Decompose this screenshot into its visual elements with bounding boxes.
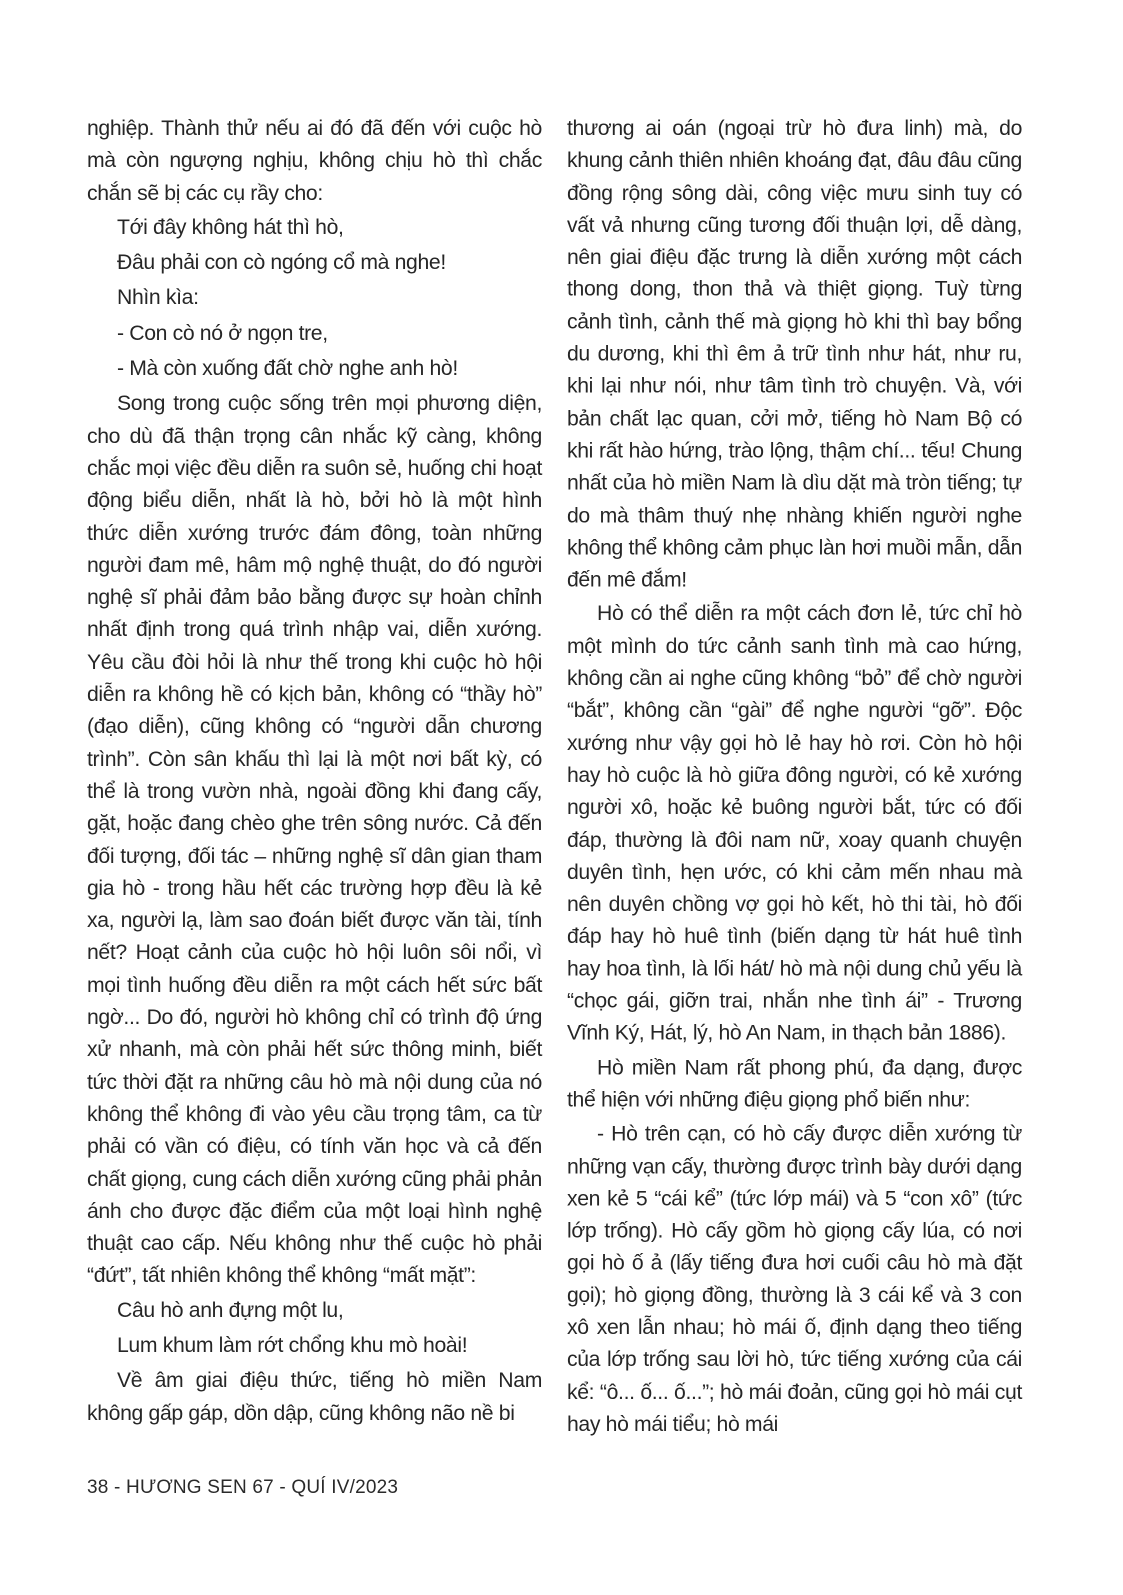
paragraph: Về âm giai điệu thức, tiếng hò miền Nam không gấp gáp, dồn dập, cũng không não nề bi xyxy=(87,1369,542,1425)
paragraph: thương ai oán (ngoại trừ hò đưa linh) mà, do khung cảnh thiên nhiên khoáng đạt, đâu đâu cũng đồng rộng sông dài, công việc mưu sinh tuy có vất vả nhưng cũng tương đối thuận lợi, dễ dàng, nên giai điệu đặc trưng là diễn xướng một cách thong dong, thon thả và thiệt giọng. Tuỳ từng cảnh tình, cảnh thế mà giọng hò khi thì bay bổng du dương, khi thì êm ả trữ tình như hát, như ru, khi lại như nói, như tâm tình trò chuyện. Và, với bản chất lạc quan, cởi mở, tiếng hò Nam Bộ có khi rất hào hứng, trào lộng, thậm chí... tếu! Chung nhất của hò miền Nam là dìu dặt mà tròn tiếng; tự do mà thâm thuý nhẹ nhàng khiến người nghe không thể không cảm phục làn hơi muồi mẫn, dẫn đến mê đắm! xyxy=(567,116,1022,592)
paragraph: - Hò trên cạn, có hò cấy được diễn xướng từ những vạn cấy, thường được trình bày dưới dạng xen kẻ 5 “cái kể” (tức lớp mái) và 5 “con xô” (tức lớp trống). Hò cấy gồm hò giọng cấy lúa, có nơi gọi hò ố ả (lấy tiếng đưa hơi cuối câu hò mà đặt gọi); hò giọng đồng, thường là 3 cái kể và 3 con xô xen lẫn nhau; hò mái ố, định dạng theo tiếng của lớp trống sau lời hò, tức tiếng xướng của cái kể: “ô... ố... ố...”; hò mái đoản, cũng gọi hò mái cụt hay hò mái tiểu; hò mái xyxy=(567,1122,1022,1436)
verse-line: - Mà còn xuống đất chờ nghe anh hò! xyxy=(117,357,458,381)
verse-line: Nhìn kìa: xyxy=(117,286,199,310)
page-footer: 38 - HƯƠNG SEN 67 - QUÍ IV/2023 xyxy=(87,1477,399,1498)
verse-line: Lum khum làm rớt chổng khu mò hoài! xyxy=(117,1333,468,1357)
paragraph: Song trong cuộc sống trên mọi phương diện, cho dù đã thận trọng cân nhắc kỹ càng, không chắc mọi việc đều diễn ra suôn sẻ, huống chi hoạt động biểu diễn, nhất là hò, bởi hò là một hình thức diễn xướng trước đám đông, toàn những người đam mê, hâm mộ nghệ thuật, do đó người nghệ sĩ phải đảm bảo bằng được sự hoàn chỉnh nhất định trong quá trình nhập vai, diễn xướng. Yêu cầu đòi hỏi là như thế trong khi cuộc hò hội diễn ra không hề có kịch bản, không có “thầy hò” (đạo diễn), cũng không có “người dẫn chương trình”. Còn sân khấu thì lại là một nơi bất kỳ, có thể là trong vườn nhà, ngoài đồng khi đang cấy, gặt, hoặc đang chèo ghe trên sông nước. Cả đến đối tượng, đối tác – những nghệ sĩ dân gian tham gia hò - trong hầu hết các trường hợp đều là kẻ xa, người lạ, làm sao đoán biết được văn tài, tính nết? Hoạt cảnh của cuộc hò hội luôn sôi nổi, vì mọi tình huống đều diễn ra một cách hết sức bất ngờ... Do đó, người hò không chỉ có trình độ ứng xử nhanh, mà còn phải hết sức thông minh, biết tức thời đặt ra những câu hò mà nội dung của nó không thể không đi vào yêu cầu trọng tâm, ca từ phải có vần có điệu, có tính văn học và cả đến chất giọng, cung cách diễn xướng cũng phải phản ánh cho được đặc điểm của một loại hình nghệ thuật cao cấp. Nếu không như thế cuộc hò phải “đứt”, tất nhiên không thể không “mất mặt”: xyxy=(87,392,542,1288)
verse-block xyxy=(87,212,542,385)
verse-line: Tới đây không hát thì hò, xyxy=(117,215,344,239)
paragraph: nghiệp. Thành thử nếu ai đó đã đến với cuộc hò mà còn ngượng nghịu, không chịu hò thì chắc chắn sẽ bị các cụ rầy cho: xyxy=(87,117,542,205)
verse-line: - Con cò nó ở ngọn tre, xyxy=(117,321,328,345)
verse-line: Đâu phải con cò ngóng cổ mà nghe! xyxy=(117,251,446,275)
right-column xyxy=(567,113,1022,1443)
verse-block xyxy=(87,1295,542,1363)
paragraph: Hò miền Nam rất phong phú, đa dạng, được thể hiện với những điệu giọng phổ biến như: xyxy=(567,1056,1022,1112)
left-column xyxy=(87,113,542,1432)
paragraph: Hò có thể diễn ra một cách đơn lẻ, tức chỉ hò một mình do tức cảnh sanh tình mà cao hứng, không cần ai nghe cũng không “bỏ” để chờ người “bắt”, không cần “gài” để nghe người “gỡ”. Độc xướng như vậy gọi hò lẻ hay hò rơi. Còn hò hội hay hò cuộc là hò giữa đông người, có kẻ xướng người xô, hoặc kẻ buông người bắt, tức có đối đáp, thường là đôi nam nữ, xoay quanh chuyện duyên tình, hẹn ước, có khi cảm mến nhau mà nên duyên chồng vợ gọi hò kết, hò thi tài, hò đối đáp hay hò huê tình (biến dạng từ hát huê tình hay hoa tình, là lối hát/ hò mà nội dung chủ yếu là “chọc gái, giỡn trai, nhắn nhe tình ái” - Trương Vĩnh Ký, Hát, lý, hò An Nam, in thạch bản 1886). xyxy=(567,602,1022,1045)
verse-line: Câu hò anh đựng một lu, xyxy=(117,1298,344,1322)
